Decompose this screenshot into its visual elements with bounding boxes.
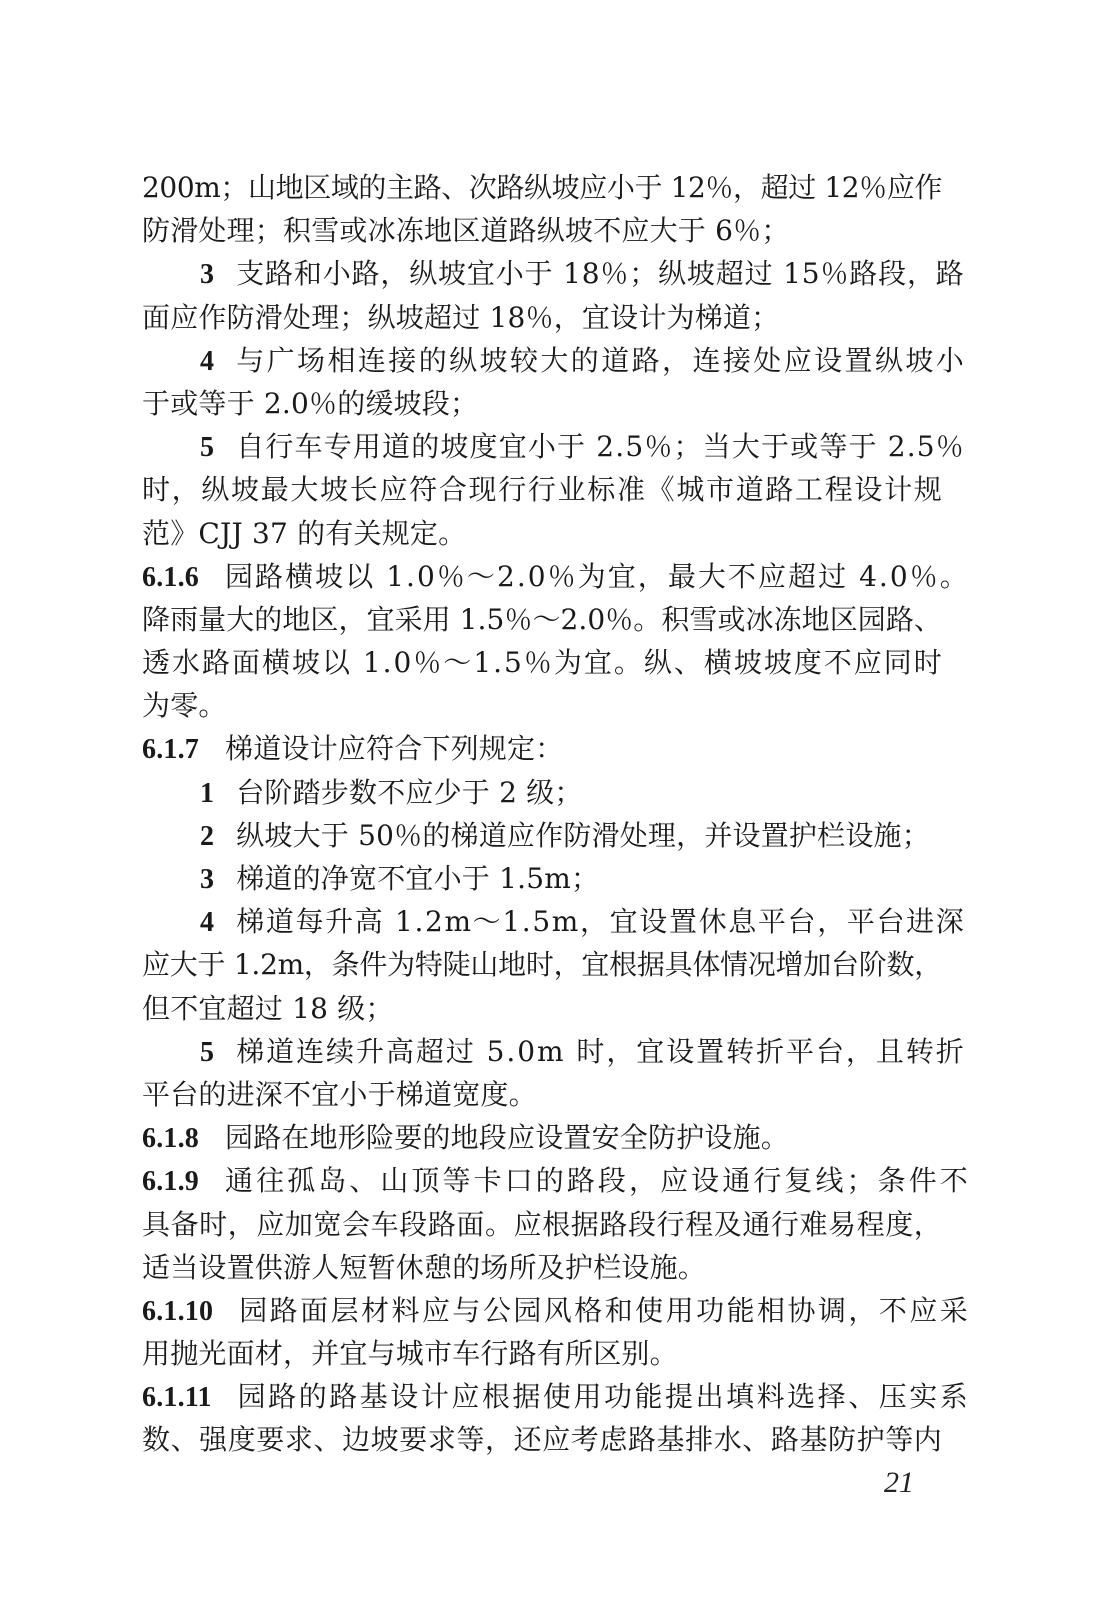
line-text: 200m；山地区域的主路、次路纵坡应小于 12％，超过 12％应作: [142, 171, 942, 204]
line-text: 梯道连续升高超过 5.0m 时，宜设置转折平台，且转折: [236, 1034, 966, 1068]
line-text: 为零。: [142, 689, 227, 723]
list-item-line: [142, 252, 965, 295]
line-text: 梯道的净宽不宜小于 1.5m；: [236, 862, 600, 895]
text-line: [142, 641, 942, 684]
line-text: 数、强度要求、边坡要求等，还应考虑路基排水、路基防护等内: [142, 1423, 943, 1457]
text-line: [142, 1203, 942, 1246]
text-line: [142, 684, 942, 727]
text-line: [142, 1246, 942, 1289]
clause-line: [142, 1289, 971, 1332]
clause-line: [142, 1375, 971, 1418]
list-item-line: [142, 900, 966, 943]
list-item-line: [142, 771, 942, 814]
list-item-line: [142, 857, 942, 900]
line-text: 适当设置供游人短暂休憩的场所及护栏设施。: [142, 1250, 707, 1284]
line-text: 时，纵坡最大坡长应符合现行行业标准《城市道路工程设计规: [142, 473, 944, 507]
document-body: [142, 166, 971, 1462]
line-text: 园路在地形险要的地段应设置安全防护设施。: [225, 1121, 790, 1155]
text-line: [142, 1332, 942, 1375]
item-number: 4: [200, 907, 215, 939]
list-item-line: [142, 425, 965, 468]
clause-line: [142, 555, 970, 598]
line-text: 台阶踏步数不应少于 2 级；: [236, 775, 583, 809]
item-number: 3: [200, 259, 215, 291]
list-item-line: [142, 814, 942, 857]
text-line: [142, 598, 942, 641]
line-text: 防滑处理；积雪或冰冻地区道路纵坡不应大于 6％；: [142, 214, 790, 248]
list-item-line: [142, 339, 967, 382]
text-line: [142, 296, 942, 339]
clause-number: 6.1.10: [142, 1295, 214, 1327]
text-line: [142, 512, 942, 555]
item-number: 4: [200, 345, 215, 377]
text-line: [142, 1073, 942, 1116]
line-text: 通往孤岛、山顶等卡口的路段，应设通行复线；条件不: [225, 1164, 971, 1198]
item-number: 1: [200, 777, 215, 809]
line-text: 园路的路基设计应根据使用功能提出填料选择、压实系: [237, 1380, 971, 1414]
line-text: 面应作防滑处理；纵坡超过 18％，宜设计为梯道；: [142, 300, 780, 334]
clause-number: 6.1.6: [142, 561, 199, 593]
line-text: 与广场相连接的纵坡较大的道路，连接处应设置纵坡小: [236, 343, 967, 377]
list-item-line: [142, 1030, 966, 1073]
clause-number: 6.1.7: [142, 734, 199, 766]
line-text: 应大于 1.2m，条件为特陡山地时，宜根据具体情况增加台阶数，: [142, 948, 942, 982]
text-line: [142, 382, 942, 425]
text-line: [142, 943, 942, 986]
line-text: 具备时，应加宽会车段路面。应根据路段行程及通行难易程度，: [142, 1207, 943, 1241]
clause-number: 6.1.9: [142, 1166, 199, 1198]
line-text: 平台的进深不宜小于梯道宽度。: [142, 1077, 537, 1111]
text-line: [142, 468, 942, 511]
line-text: 园路横坡以 1.0％～2.0％为宜，最大不应超过 4.0％。: [225, 559, 970, 593]
clause-line: [142, 1159, 971, 1202]
item-number: 5: [200, 432, 215, 464]
text-line: [142, 987, 942, 1030]
item-number: 5: [200, 1036, 215, 1068]
line-text: 但不宜超过 18 级；: [142, 991, 394, 1025]
line-text: 梯道每升高 1.2m～1.5m，宜设置休息平台，平台进深: [236, 905, 966, 939]
clause-number: 6.1.11: [142, 1382, 212, 1414]
line-text: 降雨量大的地区，宜采用 1.5％～2.0％。积雪或冰冻地区园路、: [142, 602, 942, 636]
line-text: 用抛光面材，并宜与城市车行路有所区别。: [142, 1337, 678, 1371]
line-text: 范》CJJ 37 的有关规定。: [142, 516, 467, 550]
item-number: 2: [200, 820, 215, 852]
page-number: 21: [884, 1466, 914, 1499]
line-text: 梯道设计应符合下列规定：: [225, 732, 564, 766]
line-text: 纵坡大于 50％的梯道应作防滑处理，并设置护栏设施；: [236, 818, 930, 852]
line-text: 自行车专用道的坡度宜小于 2.5％；当大于或等于 2.5％: [236, 430, 965, 464]
item-number: 3: [200, 864, 215, 895]
text-line: [142, 1418, 942, 1461]
text-line: [142, 209, 942, 252]
line-text: 透水路面横坡以 1.0％～1.5％为宜。纵、横坡坡度不应同时: [142, 646, 944, 680]
clause-line: [142, 1116, 942, 1159]
line-text: 支路和小路，纵坡宜小于 18％；纵坡超过 15％路段，路: [236, 257, 965, 291]
clause-line: [142, 727, 942, 770]
line-text: 园路面层材料应与公园风格和使用功能相协调，不应采: [239, 1293, 971, 1327]
text-line: [142, 166, 942, 209]
clause-number: 6.1.8: [142, 1123, 199, 1155]
line-text: 于或等于 2.0％的缓坡段；: [142, 386, 479, 420]
